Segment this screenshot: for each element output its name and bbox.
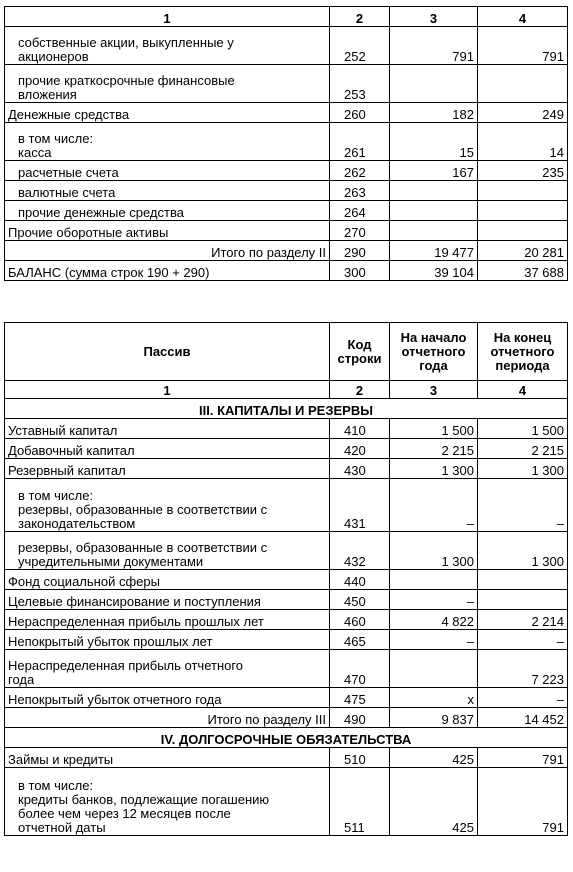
row-end-value: 791 — [478, 27, 568, 65]
row-end-value: 20 281 — [478, 241, 568, 261]
row-code: 440 — [330, 570, 390, 590]
row-label: Итого по разделу III — [5, 708, 330, 728]
row-start-value — [390, 650, 478, 688]
row-end-value: 235 — [478, 161, 568, 181]
table-row — [5, 27, 568, 65]
row-code: 300 — [330, 261, 390, 281]
row-label: Итого по разделу II — [5, 241, 330, 261]
row-start-value: 4 822 — [390, 610, 478, 630]
table-row — [5, 459, 568, 479]
row-start-value: – — [390, 590, 478, 610]
row-start-value: х — [390, 688, 478, 708]
liability-header: Пассив — [5, 323, 330, 381]
header-row — [5, 323, 568, 381]
row-code: 475 — [330, 688, 390, 708]
section-heading-row — [5, 728, 568, 748]
table-row — [5, 479, 568, 532]
column-number: 1 — [5, 381, 330, 399]
row-start-value: 1 300 — [390, 459, 478, 479]
row-code: 432 — [330, 532, 390, 570]
table-row — [5, 161, 568, 181]
row-end-value: – — [478, 688, 568, 708]
row-label: прочие краткосрочные финансовые вложения — [5, 65, 330, 103]
row-end-value: 249 — [478, 103, 568, 123]
row-code: 460 — [330, 610, 390, 630]
row-start-value: 9 837 — [390, 708, 478, 728]
column-number: 2 — [330, 7, 390, 27]
table-row — [5, 570, 568, 590]
row-end-value: 791 — [478, 748, 568, 768]
row-label: Денежные средства — [5, 103, 330, 123]
row-label: БАЛАНС (сумма строк 190 + 290) — [5, 261, 330, 281]
section-heading: IV. ДОЛГОСРОЧНЫЕ ОБЯЗАТЕЛЬСТВА — [5, 728, 568, 748]
row-label: Нераспределенная прибыль отчетного года — [5, 650, 330, 688]
row-label: собственные акции, выкупленные у акционеров — [5, 27, 330, 65]
row-label: Нераспределенная прибыль прошлых лет — [5, 610, 330, 630]
row-end-value — [478, 201, 568, 221]
row-code: 430 — [330, 459, 390, 479]
row-label: резервы, образованные в соответствии с учредительными документами — [5, 532, 330, 570]
row-end-value: 1 300 — [478, 532, 568, 570]
row-start-value — [390, 65, 478, 103]
column-number: 4 — [478, 7, 568, 27]
row-end-value: 791 — [478, 768, 568, 836]
row-label: в том числе: резервы, образованные в соответствии с законодательством — [5, 479, 330, 532]
table-row — [5, 103, 568, 123]
row-label: Непокрытый убыток прошлых лет — [5, 630, 330, 650]
table-row — [5, 590, 568, 610]
row-start-value — [390, 181, 478, 201]
table-row — [5, 768, 568, 836]
row-start-value: 425 — [390, 748, 478, 768]
row-code: 264 — [330, 201, 390, 221]
table-row — [5, 650, 568, 688]
row-label: Займы и кредиты — [5, 748, 330, 768]
row-start-value: 182 — [390, 103, 478, 123]
row-code: 431 — [330, 479, 390, 532]
row-code: 450 — [330, 590, 390, 610]
row-start-value: 39 104 — [390, 261, 478, 281]
table-row — [5, 419, 568, 439]
row-label: прочие денежные средства — [5, 201, 330, 221]
column-number-row — [5, 7, 568, 27]
row-code: 511 — [330, 768, 390, 836]
row-label: Непокрытый убыток отчетного года — [5, 688, 330, 708]
table-row — [5, 241, 568, 261]
row-code: 410 — [330, 419, 390, 439]
row-start-value — [390, 201, 478, 221]
row-start-value: 167 — [390, 161, 478, 181]
row-code: 252 — [330, 27, 390, 65]
assets-table — [4, 6, 568, 281]
end-header: На конец отчетного периода — [478, 323, 568, 381]
row-end-value: 1 500 — [478, 419, 568, 439]
table-row — [5, 123, 568, 161]
liabilities-table — [4, 322, 568, 836]
table-row — [5, 181, 568, 201]
row-label: Целевые финансирование и поступления — [5, 590, 330, 610]
row-label: Резервный капитал — [5, 459, 330, 479]
table-row — [5, 201, 568, 221]
row-code: 262 — [330, 161, 390, 181]
row-end-value — [478, 590, 568, 610]
column-number: 2 — [330, 381, 390, 399]
table-row — [5, 610, 568, 630]
table-row — [5, 630, 568, 650]
row-end-value: 14 452 — [478, 708, 568, 728]
row-end-value — [478, 221, 568, 241]
column-number: 1 — [5, 7, 330, 27]
table-row — [5, 65, 568, 103]
row-code: 510 — [330, 748, 390, 768]
table-row — [5, 439, 568, 459]
row-start-value: – — [390, 630, 478, 650]
code-header: Код строки — [330, 323, 390, 381]
row-start-value: 1 500 — [390, 419, 478, 439]
section-heading: III. КАПИТАЛЫ И РЕЗЕРВЫ — [5, 399, 568, 419]
row-label: Добавочный капитал — [5, 439, 330, 459]
row-end-value: – — [478, 630, 568, 650]
row-code: 420 — [330, 439, 390, 459]
start-header: На начало отчетного года — [390, 323, 478, 381]
row-code: 290 — [330, 241, 390, 261]
row-code: 263 — [330, 181, 390, 201]
row-start-value — [390, 570, 478, 590]
row-label: валютные счета — [5, 181, 330, 201]
row-label: Прочие оборотные активы — [5, 221, 330, 241]
row-label: Уставный капитал — [5, 419, 330, 439]
table-row — [5, 708, 568, 728]
table-row — [5, 261, 568, 281]
row-code: 260 — [330, 103, 390, 123]
row-end-value: 14 — [478, 123, 568, 161]
column-number: 3 — [390, 7, 478, 27]
row-start-value: 791 — [390, 27, 478, 65]
row-code: 490 — [330, 708, 390, 728]
row-start-value: 425 — [390, 768, 478, 836]
row-end-value — [478, 65, 568, 103]
column-number: 3 — [390, 381, 478, 399]
table-row — [5, 688, 568, 708]
row-end-value: 2 215 — [478, 439, 568, 459]
row-code: 261 — [330, 123, 390, 161]
row-end-value: 37 688 — [478, 261, 568, 281]
section-heading-row — [5, 399, 568, 419]
liabilities-table-body — [5, 323, 568, 836]
row-end-value: 7 223 — [478, 650, 568, 688]
row-end-value: 2 214 — [478, 610, 568, 630]
row-start-value — [390, 221, 478, 241]
row-code: 270 — [330, 221, 390, 241]
column-number: 4 — [478, 381, 568, 399]
row-start-value: 2 215 — [390, 439, 478, 459]
row-start-value: 15 — [390, 123, 478, 161]
row-code: 465 — [330, 630, 390, 650]
assets-table-body — [5, 7, 568, 281]
row-label: в том числе: кредиты банков, подлежащие погашению более чем через 12 месяцев после отчетной даты — [5, 768, 330, 836]
table-row — [5, 221, 568, 241]
row-code: 470 — [330, 650, 390, 688]
row-start-value: – — [390, 479, 478, 532]
row-code: 253 — [330, 65, 390, 103]
column-number-row — [5, 381, 568, 399]
row-label: Фонд социальной сферы — [5, 570, 330, 590]
row-end-value: 1 300 — [478, 459, 568, 479]
row-start-value: 19 477 — [390, 241, 478, 261]
table-row — [5, 532, 568, 570]
row-label: в том числе: касса — [5, 123, 330, 161]
row-end-value — [478, 570, 568, 590]
row-end-value — [478, 181, 568, 201]
row-start-value: 1 300 — [390, 532, 478, 570]
table-row — [5, 748, 568, 768]
row-label: расчетные счета — [5, 161, 330, 181]
row-end-value: – — [478, 479, 568, 532]
